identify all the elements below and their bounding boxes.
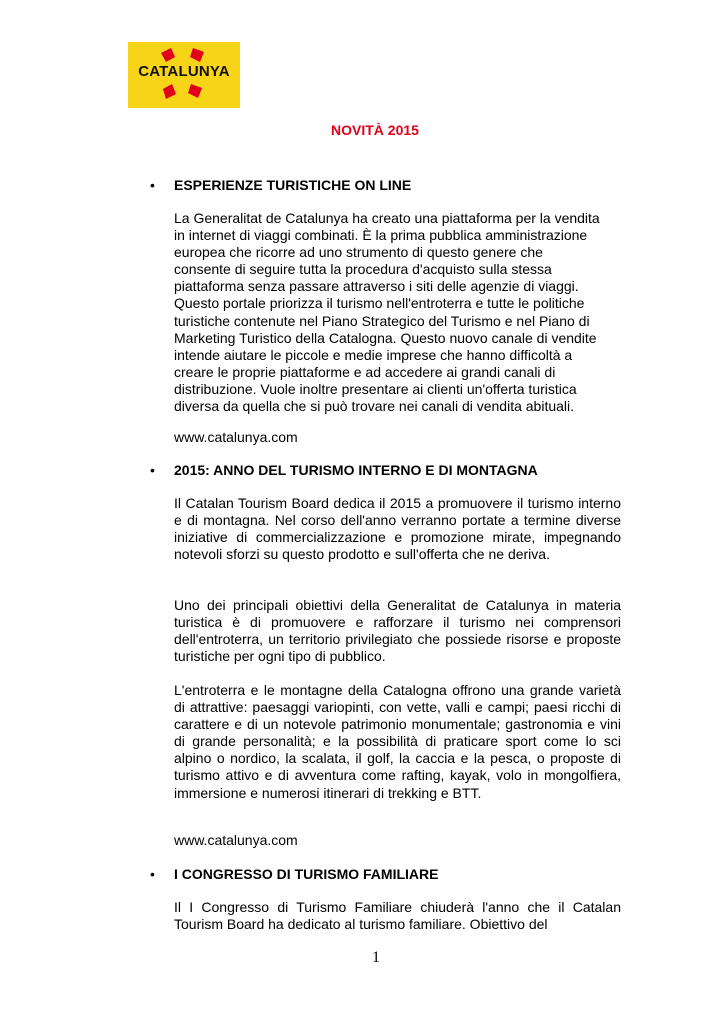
- paragraph-line: in internet di viaggi combinati. È la prima pubblica amministrazione: [174, 227, 588, 244]
- paragraph-line: distribuzione. Vuole inoltre presentare ai clienti un'offerta turistica: [174, 380, 577, 397]
- paragraph-line: Marketing Turistico della Catalogna. Questo nuovo canale di vendite: [174, 329, 597, 346]
- page-number: 1: [372, 949, 380, 966]
- bullet-icon: •: [150, 177, 155, 193]
- website-link[interactable]: www.catalunya.com: [174, 832, 298, 848]
- section-heading: I CONGRESSO DI TURISMO FAMILIARE: [174, 866, 439, 882]
- bullet-icon: •: [150, 462, 155, 478]
- section-paragraph: Uno dei principali obiettivi della Generalitat de Catalunya in materia turistica è di promuovere e rafforzare il turismo nei comprensori dell'entroterra, un territorio privilegiato che possiede risorse e proposte turistiche per ogni tipo di pubblico.: [174, 597, 621, 665]
- paragraph-line: La Generalitat de Catalunya ha creato una piattaforma per la vendita: [174, 210, 600, 226]
- bullet-icon: •: [150, 866, 155, 882]
- section-heading: 2015: ANNO DEL TURISMO INTERNO E DI MONTAGNA: [174, 462, 538, 478]
- paragraph-line: intende aiutare le piccole e medie imprese che hanno difficoltà a: [174, 346, 573, 363]
- section-heading: ESPERIENZE TURISTICHE ON LINE: [174, 177, 412, 193]
- paragraph-line: piattaforma senza passare attraverso i siti delle agenzie di viaggi.: [174, 278, 579, 295]
- section-paragraph: Il I Congresso di Turismo Familiare chiuderà l'anno che il Catalan Tourism Board ha dedicato al turismo familiare. Obiettivo del: [174, 899, 621, 933]
- section-paragraph: [174, 210, 626, 415]
- section-paragraph: Il Catalan Tourism Board dedica il 2015 a promuovere il turismo interno e di montagna. Nel corso dell'anno verranno portate a termine diverse iniziative di commercializzazione e promozione mirate, impegnando notevoli sforzi su questo prodotto e sull'offerta che ne deriva.: [174, 495, 621, 563]
- paragraph-line: Questo portale priorizza il turismo nell'entroterra e tutte le politiche: [174, 295, 585, 312]
- paragraph-line: creare le proprie piattaforme e ad accedere ai grandi canali di: [174, 363, 556, 380]
- paragraph-line: diversa da quella che si può trovare nei canali di vendita abituali.: [174, 398, 575, 415]
- page-title: NOVITÀ 2015: [331, 122, 419, 138]
- section-paragraph: L'entroterra e le montagne della Catalogna offrono una grande varietà di attrattive: paesaggi variopinti, con vette, valli e campi; paesi ricchi di carattere e di un notevole patrimonio monumentale; gastronomia e vini di grande personalità; e la possibilità di praticare sport come lo sci alpino o nordico, la scalata, il golf, la caccia e la pesca, o proposte di turismo attivo e di avventura come rafting, kayak, volo in mongolfiera, immersione e numerosi itinerari di trekking e BTT.: [174, 682, 621, 801]
- logo-text: CATALUNYA: [138, 63, 230, 80]
- paragraph-line: turistiche contenute nel Piano Strategico del Turismo e nel Piano di: [174, 312, 590, 329]
- paragraph-line: europea che ricorre ad uno strumento di questo genere che: [174, 244, 543, 261]
- catalunya-logo: [128, 42, 240, 108]
- paragraph-line: consente di seguire tutta la procedura d'acquisto sulla stessa: [174, 261, 552, 278]
- website-link[interactable]: www.catalunya.com: [174, 429, 298, 445]
